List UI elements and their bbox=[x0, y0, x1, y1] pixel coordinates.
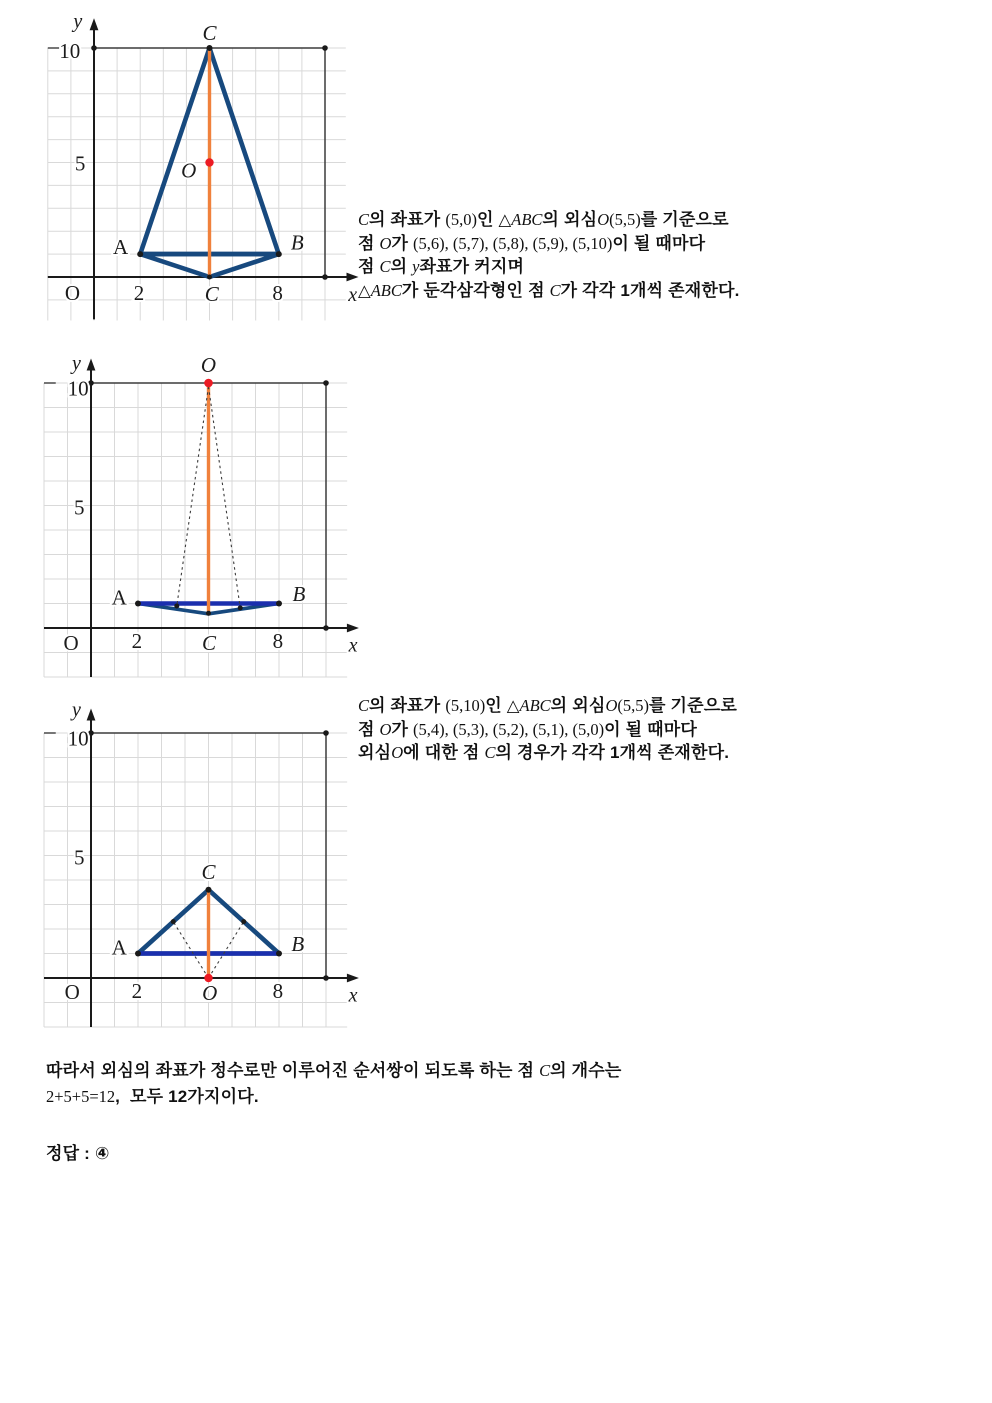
figure-label: 5 bbox=[74, 845, 85, 870]
math-text-segment: O bbox=[597, 210, 610, 229]
math-text-segment: C bbox=[379, 257, 391, 276]
case2-coordinate-figure bbox=[30, 340, 360, 685]
math-text-segment: O bbox=[379, 233, 392, 253]
figure-label: C bbox=[204, 282, 219, 307]
korean-text-segment: 를 기준으로 bbox=[640, 210, 729, 229]
conclusion-text bbox=[46, 1058, 622, 1110]
point-dot bbox=[322, 274, 328, 280]
text-line bbox=[46, 1142, 110, 1166]
point-dot bbox=[276, 601, 282, 607]
korean-text-segment: 가 bbox=[391, 233, 414, 253]
math-text-segment: 2+5+5=12 bbox=[46, 1087, 116, 1106]
math-text-segment: C bbox=[358, 696, 370, 715]
dashed-construction-line bbox=[173, 922, 208, 978]
korean-text-segment: 가 각각 1개씩 존재한다. bbox=[560, 280, 740, 300]
korean-text-segment: , 모두 12가지이다. bbox=[115, 1087, 259, 1106]
case3-explanation-text bbox=[358, 694, 737, 765]
point-dot bbox=[323, 975, 329, 981]
figure-label: y bbox=[71, 352, 81, 375]
text-line bbox=[46, 1058, 622, 1084]
math-text-segment: ABC bbox=[511, 210, 543, 229]
math-text-segment: C bbox=[358, 210, 370, 229]
figure-label: 2 bbox=[131, 629, 143, 654]
case1-explanation-text bbox=[358, 208, 740, 302]
math-text-segment: C bbox=[549, 280, 561, 300]
figure-label: 8 bbox=[272, 280, 283, 305]
y-axis-arrow bbox=[87, 359, 96, 371]
figure-label: B bbox=[291, 932, 305, 957]
figure-label: O bbox=[200, 352, 217, 377]
point-dot bbox=[238, 605, 243, 610]
korean-text-segment: 점 bbox=[358, 719, 380, 739]
figure-label: y bbox=[71, 698, 81, 721]
math-text-segment: △ bbox=[358, 280, 371, 300]
korean-text-segment: 정답 : ④ bbox=[46, 1144, 110, 1163]
korean-text-segment: 의 좌표가 bbox=[369, 696, 446, 715]
text-line bbox=[358, 694, 737, 718]
korean-text-segment: 인 bbox=[485, 696, 507, 715]
figure-label: 10 bbox=[67, 726, 89, 751]
figure-label: 2 bbox=[133, 280, 145, 305]
figure-label: 10 bbox=[67, 376, 89, 401]
dashed-construction-line bbox=[209, 922, 244, 978]
figure-label: B bbox=[290, 230, 304, 255]
math-text-segment: O bbox=[605, 696, 618, 715]
korean-text-segment: 의 경우가 각각 1개씩 존재한다. bbox=[495, 743, 730, 762]
point-dot bbox=[322, 45, 328, 51]
math-text-segment: △ bbox=[506, 696, 520, 715]
figure-label: 5 bbox=[74, 495, 85, 520]
korean-text-segment: 가 bbox=[391, 719, 414, 739]
figure-label: C bbox=[201, 631, 216, 656]
korean-text-segment: 의 개수는 bbox=[550, 1061, 622, 1080]
figure-label: B bbox=[292, 582, 306, 607]
case1-coordinate-figure bbox=[30, 6, 360, 326]
point-dot bbox=[137, 251, 143, 257]
point-dot bbox=[323, 730, 329, 736]
korean-text-segment: 인 bbox=[476, 210, 499, 229]
figure-label: y bbox=[73, 10, 83, 33]
point-dot bbox=[207, 275, 212, 280]
final-answer-text bbox=[46, 1142, 110, 1166]
y-axis-arrow bbox=[87, 709, 96, 721]
figure-label: 8 bbox=[272, 979, 284, 1004]
korean-text-segment: 이 될 때마다 bbox=[612, 233, 706, 253]
korean-text-segment: 점 bbox=[358, 257, 380, 276]
text-line bbox=[358, 718, 737, 742]
figure-label: O bbox=[64, 280, 81, 305]
math-text-segment: ABC bbox=[370, 280, 402, 300]
point-dot bbox=[276, 951, 282, 957]
text-line bbox=[358, 232, 740, 256]
x-axis-arrow bbox=[347, 624, 359, 633]
math-text-segment: (5,5) bbox=[617, 696, 649, 715]
figure-label: O bbox=[63, 631, 79, 656]
korean-text-segment: 가 둔각삼각형인 점 bbox=[401, 280, 550, 300]
math-text-segment: ABC bbox=[519, 696, 551, 715]
x-axis-arrow bbox=[346, 273, 358, 282]
figure-label: O bbox=[202, 981, 218, 1006]
math-text-segment: (5,6), (5,7), (5,8), (5,9), (5,10) bbox=[413, 233, 613, 253]
math-text-segment: C bbox=[539, 1061, 551, 1080]
dashed-construction-line bbox=[209, 387, 241, 608]
korean-text-segment: 에 대한 점 bbox=[403, 743, 485, 762]
math-text-segment: (5,10) bbox=[445, 696, 486, 715]
case3-coordinate-figure bbox=[30, 698, 360, 1028]
figure-label: 8 bbox=[272, 629, 284, 654]
point-dot bbox=[88, 380, 94, 386]
point-dot bbox=[174, 603, 179, 608]
korean-text-segment: 의 외심 bbox=[550, 696, 606, 715]
math-text-segment: △ bbox=[498, 210, 512, 229]
point-dot bbox=[135, 601, 141, 607]
point-dot bbox=[206, 611, 211, 616]
figure-label: x bbox=[348, 284, 358, 307]
figure-label: x bbox=[348, 634, 358, 657]
korean-text-segment: 외심 bbox=[358, 743, 392, 762]
point-dot bbox=[91, 45, 97, 51]
dashed-construction-line bbox=[177, 387, 209, 606]
korean-text-segment: 따라서 외심의 좌표가 정수로만 이루어진 순서쌍이 되도록 하는 점 bbox=[46, 1061, 540, 1080]
text-line bbox=[358, 741, 737, 765]
korean-text-segment: 를 기준으로 bbox=[649, 696, 738, 715]
korean-text-segment: 이 될 때마다 bbox=[604, 719, 698, 739]
figure-label: A bbox=[111, 585, 127, 610]
korean-text-segment: 점 bbox=[358, 233, 380, 253]
figure-label: A bbox=[112, 235, 129, 260]
point-dot bbox=[241, 919, 246, 924]
math-text-segment: (5,4), (5,3), (5,2), (5,1), (5,0) bbox=[413, 719, 605, 739]
point-dot bbox=[88, 730, 94, 736]
figure-label: O bbox=[181, 158, 197, 183]
math-text-segment: (5,0) bbox=[445, 210, 477, 229]
figure-label: 5 bbox=[74, 151, 86, 176]
korean-text-segment: 의 좌표가 bbox=[369, 210, 446, 229]
math-text-segment: O bbox=[379, 719, 392, 739]
text-line bbox=[46, 1084, 622, 1110]
figure-label: O bbox=[64, 979, 80, 1004]
y-axis-arrow bbox=[90, 18, 99, 30]
circumcenter-point bbox=[205, 158, 213, 166]
text-line bbox=[358, 279, 740, 303]
point-dot bbox=[323, 380, 329, 386]
korean-text-segment: 의 외심 bbox=[542, 210, 598, 229]
point-dot bbox=[207, 45, 213, 51]
math-text-segment: C bbox=[484, 743, 496, 762]
text-line bbox=[358, 208, 740, 232]
figure-label: 2 bbox=[131, 979, 143, 1004]
figure-label: C bbox=[202, 20, 217, 45]
point-dot bbox=[135, 951, 141, 957]
figure-label: A bbox=[111, 935, 127, 960]
point-dot bbox=[276, 251, 282, 257]
point-dot bbox=[171, 919, 176, 924]
circumcenter-point bbox=[204, 379, 213, 388]
figure-label: 10 bbox=[59, 38, 81, 63]
point-dot bbox=[206, 887, 212, 893]
point-dot bbox=[323, 625, 329, 631]
korean-text-segment: 좌표가 커지며 bbox=[419, 257, 525, 276]
korean-text-segment: 의 bbox=[390, 257, 413, 276]
text-line bbox=[358, 255, 740, 279]
math-text-segment: O bbox=[391, 743, 404, 762]
math-text-segment: (5,5) bbox=[609, 210, 641, 229]
math-text-segment: y bbox=[412, 257, 420, 276]
figure-label: C bbox=[201, 859, 216, 884]
x-axis-arrow bbox=[347, 974, 359, 983]
figure-label: x bbox=[348, 984, 358, 1007]
